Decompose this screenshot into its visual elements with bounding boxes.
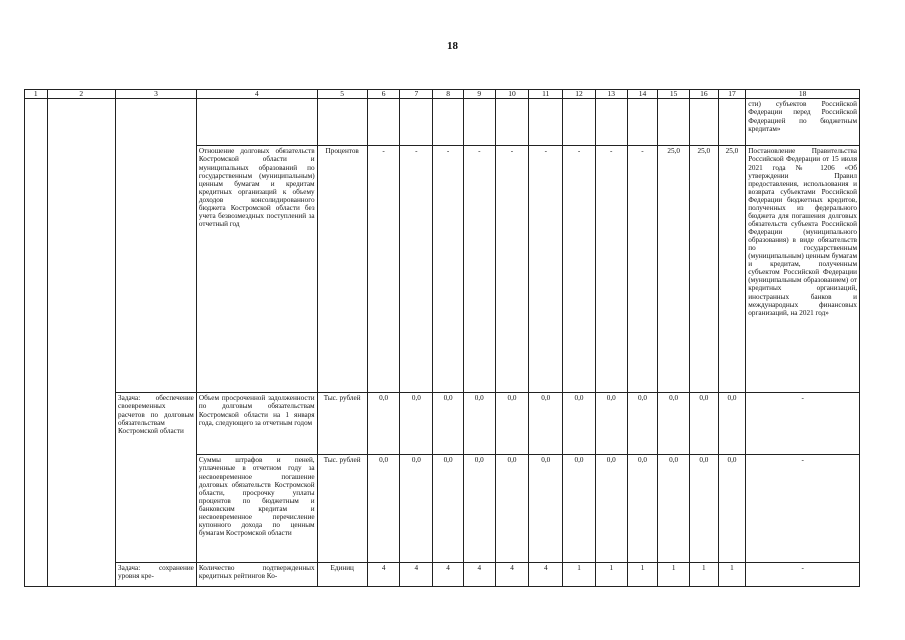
value-cell: 0,0 [495,393,529,455]
column-header: 10 [495,90,529,99]
value-cell: - [595,146,627,393]
empty-cell [718,99,746,146]
column-header: 11 [529,90,563,99]
value-cell: 0,0 [400,455,433,563]
empty-cell [400,99,433,146]
cell-basis: Постановление Правительства Российской Федерации от 15 июля 2021 года № 1206 «Об утверждении Правил предоставления, использования и возврата субъектами Российской Федерации бюджетных кредитов, полученных из федерального бюджета для погашения долговых обязательств субъекта Российской Федерации (муниципального образования) в виде обязательств по государственным (муниципальным) ценным бумагам и кредитам, полученным субъектом Российской Федерации (муниципальным образованием) от кредитных организаций, иностранных банков и международных финансовых организаций, на 2021 год» [746,146,860,393]
cell-basis: - [746,393,860,455]
value-cell: 0,0 [529,455,563,563]
cell-unit: Процентов [317,146,367,393]
cell-unit: Тыс. рублей [317,455,367,563]
value-cell: 0,0 [627,455,658,563]
value-cell: 1 [690,563,719,587]
value-cell: 1 [595,563,627,587]
cell-indicator: Отношение долговых обязательств Костромской области и муниципальных образований по государственным (муниципальным) ценным бумагам и кредитам кредитных организаций к объему доходов консолидированного бюджета Костромской области без учета безвозмездных поступлений за отчетный год [196,146,317,393]
cell-unit: Тыс. рублей [317,393,367,455]
column-header: 13 [595,90,627,99]
value-cell: 0,0 [367,455,400,563]
value-cell: 0,0 [595,455,627,563]
value-cell: 1 [563,563,596,587]
column-header: 14 [627,90,658,99]
cell-unit: Единиц [317,563,367,587]
value-cell: - [529,146,563,393]
value-cell: 0,0 [563,455,596,563]
empty-cell [627,99,658,146]
value-cell: 0,0 [367,393,400,455]
empty-cell [495,99,529,146]
value-cell: 0,0 [690,393,719,455]
value-cell: 4 [495,563,529,587]
column-header: 8 [433,90,464,99]
value-cell: 4 [367,563,400,587]
empty-cell [563,99,596,146]
page-number: 18 [447,40,458,52]
value-cell: - [463,146,495,393]
cell-task: Задача: сохранение уровня кре- [116,563,197,587]
cell-col2 [47,99,116,587]
value-cell: - [495,146,529,393]
column-header: 3 [116,90,197,99]
empty-cell [196,99,317,146]
value-cell: - [433,146,464,393]
value-cell: 0,0 [463,393,495,455]
column-header: 17 [718,90,746,99]
column-header: 2 [47,90,116,99]
cell-indicator: Объем просроченной задолженности по долговым обязательствам Костромской области на 1 января года, следующего за отчетным годом [196,393,317,455]
table-row [25,563,860,587]
value-cell: 0,0 [463,455,495,563]
value-cell: 4 [463,563,495,587]
empty-cell [367,99,400,146]
value-cell: 1 [658,563,690,587]
value-cell: - [563,146,596,393]
empty-cell [595,99,627,146]
value-cell: 0,0 [563,393,596,455]
column-header: 18 [746,90,860,99]
empty-cell [658,99,690,146]
column-header: 15 [658,90,690,99]
value-cell: - [400,146,433,393]
value-cell: 0,0 [400,393,433,455]
value-cell: 1 [718,563,746,587]
cell-indicator: Количество подтвержденных кредитных рейтингов Ко- [196,563,317,587]
indicators-table [24,89,860,587]
empty-cell [690,99,719,146]
cell-basis: - [746,563,860,587]
cell-col1 [25,99,48,587]
table-row [25,393,860,455]
value-cell: 0,0 [690,455,719,563]
cell-basis: сти) субъектов Российской Федерации перед Российской Федерацией по бюджетным кредитам» [746,99,860,146]
value-cell: 0,0 [658,393,690,455]
column-header: 9 [463,90,495,99]
value-cell: - [627,146,658,393]
cell-basis: - [746,455,860,563]
column-header: 7 [400,90,433,99]
value-cell: 4 [433,563,464,587]
value-cell: - [367,146,400,393]
cell-indicator: Суммы штрафов и пеней, уплаченные в отчетном году за несвоевременное погашение долговых обязательств Костромской области, просрочку уплаты процентов по бюджетным и банковским кредитам и несвоевременное перечисление купонного дохода по ценным бумагам Костромской области [196,455,317,563]
empty-cell [317,99,367,146]
value-cell: 0,0 [433,455,464,563]
empty-cell [529,99,563,146]
value-cell: 4 [400,563,433,587]
column-header: 6 [367,90,400,99]
header-row [25,90,860,99]
value-cell: 0,0 [595,393,627,455]
column-header: 4 [196,90,317,99]
value-cell: 0,0 [718,455,746,563]
value-cell: 0,0 [718,393,746,455]
value-cell: 25,0 [690,146,719,393]
column-header: 5 [317,90,367,99]
value-cell: 0,0 [529,393,563,455]
value-cell: 1 [627,563,658,587]
empty-cell [433,99,464,146]
column-header: 1 [25,90,48,99]
value-cell: 25,0 [658,146,690,393]
value-cell: 0,0 [433,393,464,455]
empty-cell [463,99,495,146]
value-cell: 25,0 [718,146,746,393]
table-row [25,99,860,146]
value-cell: 0,0 [658,455,690,563]
value-cell: 4 [529,563,563,587]
column-header: 16 [690,90,719,99]
cell-task: Задача: обеспечение своевременных расчетов по долговым обязательствам Костромской области [116,393,197,563]
value-cell: 0,0 [495,455,529,563]
value-cell: 0,0 [627,393,658,455]
cell-task [116,99,197,393]
column-header: 12 [563,90,596,99]
